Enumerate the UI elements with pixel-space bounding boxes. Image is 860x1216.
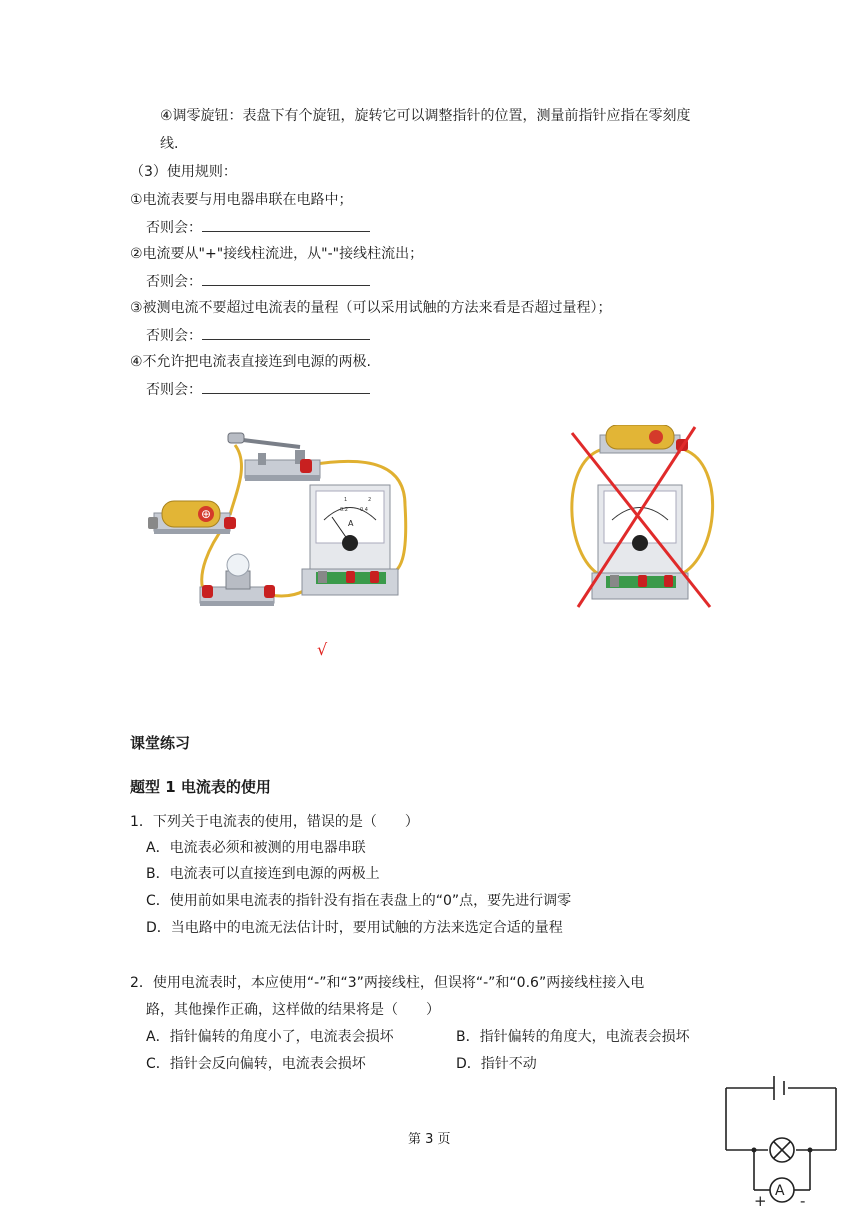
rule-2-otherwise: 否则会： — [146, 272, 370, 292]
correct-check-mark: √ — [317, 640, 328, 659]
minus-sign: - — [800, 1192, 806, 1210]
rule-1: ①电流表要与用电器串联在电路中； — [130, 192, 353, 208]
section-title: 课堂练习 — [130, 734, 191, 752]
answer-blank[interactable] — [202, 380, 370, 394]
svg-text:⊕: ⊕ — [200, 507, 212, 521]
meter-tick-04: 0.4 — [360, 507, 368, 513]
wrong-circuit-figure — [560, 425, 720, 615]
ammeter-icon — [592, 485, 688, 599]
meter-tick-1: 1 — [344, 497, 348, 503]
page-number: 第 3 页 — [408, 1132, 451, 1147]
meter-unit: A — [348, 519, 354, 528]
circuit-diagram — [720, 1072, 844, 1212]
q2-option-b[interactable]: B．指针偏转的角度大，电流表会损坏 — [456, 1029, 690, 1045]
battery-icon — [148, 501, 236, 534]
q2-option-c[interactable]: C．指针会反向偏转，电流表会损坏 — [146, 1056, 366, 1072]
rule-4-otherwise: 否则会： — [146, 380, 370, 400]
answer-blank[interactable] — [202, 218, 370, 232]
q2-stem-line1: 2．使用电流表时，本应使用“-”和“3”两接线柱，但误将“-”和“0.6”两接线柱接入电 — [130, 975, 645, 991]
rule-3: ③被测电流不要超过电流表的量程（可以采用试触的方法来看是否超过量程）； — [130, 300, 612, 316]
rule-item4-line1: ④调零旋钮：表盘下有个旋钮，旋转它可以调整指针的位置，测量前指针应指在零刻度 — [160, 108, 691, 124]
q2-stem-line2: 路，其他操作正确，这样做的结果将是（ ） — [146, 1002, 440, 1018]
rule-1-otherwise: 否则会： — [146, 218, 370, 238]
q1-option-a[interactable]: A．电流表必须和被测的用电器串联 — [146, 840, 366, 856]
q2-option-a[interactable]: A．指针偏转的角度小了，电流表会损坏 — [146, 1029, 394, 1045]
ammeter-icon — [302, 485, 398, 595]
section-subtitle: 题型 1 电流表的使用 — [130, 778, 271, 796]
meter-tick-02: 0.2 — [340, 507, 348, 513]
ammeter-letter: A — [775, 1183, 785, 1199]
bulb-icon — [200, 554, 275, 606]
rule-4: ④不允许把电流表直接连到电源的两极. — [130, 354, 371, 370]
correct-circuit-figure — [140, 425, 420, 615]
q1-option-d[interactable]: D．当电路中的电流无法估计时，要用试触的方法来选定合适的量程 — [146, 920, 563, 936]
answer-blank[interactable] — [202, 326, 370, 340]
q1-option-c[interactable]: C．使用前如果电流表的指针没有指在表盘上的“0”点，要先进行调零 — [146, 893, 572, 909]
rule-2: ②电流要从"+"接线柱流进，从"-"接线柱流出； — [130, 246, 424, 262]
rules-title: （3）使用规则： — [130, 164, 237, 180]
q2-option-d[interactable]: D．指针不动 — [456, 1056, 537, 1072]
rule-item4-line2: 线. — [160, 136, 179, 152]
answer-blank[interactable] — [202, 272, 370, 286]
q1-option-b[interactable]: B．电流表可以直接连到电源的两极上 — [146, 866, 380, 882]
plus-sign: + — [754, 1192, 767, 1210]
q1-stem: 1．下列关于电流表的使用，错误的是（ ） — [130, 814, 419, 830]
rule-3-otherwise: 否则会： — [146, 326, 370, 346]
battery-icon — [600, 425, 688, 453]
meter-tick-2: 2 — [368, 497, 372, 503]
